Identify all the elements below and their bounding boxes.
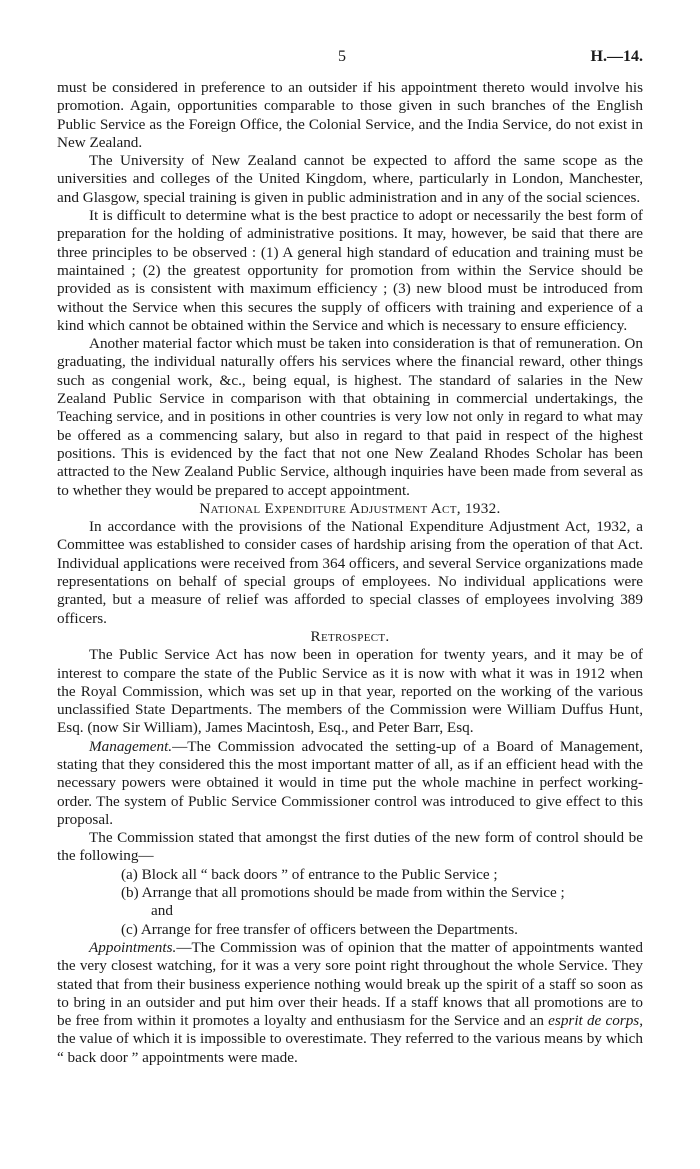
appointments-label: Appointments. [89,938,177,956]
paragraph-duties: The Commission stated that amongst the first duties of the new form of control should be the following— [57,829,643,865]
section-heading-retrospect: Retrospect. [310,627,390,645]
list-item-c-label: (c) [121,920,138,938]
list-item-c [57,921,643,939]
paragraph-principles: It is difficult to determine what is the best practice to adopt or necessarily the best form of preparation for the holding of administrative positions. It may, however, be said that there are three principles to be observed : (1) A general high standard of education and training must be maintained ; (2) the greatest opportunity for promotion from within the Service should be provided as is consistent with maximum efficiency ; (3) new blood must be introduced from without the Service when this secures the supply of officers with training and experience of a kind which cannot be obtained within the Service and which is necessary to ensure efficiency. [57,207,643,334]
page-number: 5 [338,48,346,65]
management-label: Management. [89,737,173,755]
paragraph-continuation: must be considered in preference to an outsider if his appointment thereto would involve his promotion. Again, opportunities comparable to those given in such branches of the English Public Service as the Foreign Office, the Colonial Service, and the India Service, do not exist in New Zealand. [57,79,643,151]
paragraph-management [57,738,643,829]
list-item-a-label: (a) [121,865,138,883]
body-text [57,79,643,1067]
list-item-a-text: Block all “ back doors ” of entrance to the Public Service ; [137,865,498,883]
paragraph-retrospect: The Public Service Act has now been in operation for twenty years, and it may be of interest to compare the state of the Public Service as it is now with what it was in 1912 when the Royal Commission, which was set up in that year, reported on the working of the various unclassified State Departments. The members of the Commission were William Duffus Hunt, Esq. (now Sir William), James Macintosh, Esq., and Peter Barr, Esq. [57,646,643,737]
management-text: —The Commission advocated the setting-up of a Board of Management, stating that they considered this the most important matter of all, as if an efficient head with the necessary powers were obtained it would in time put the whole machine in perfect working-order. The system of Public Service Commissioner control was introduced to give effect to this proposal. [57,737,643,828]
list-item-a [57,866,643,884]
page-header [57,48,643,68]
appointments-text-b: , the value of which it is impossible to overestimate. They referred to the various means by which “ back door ” appointments were made. [57,1012,644,1066]
paragraph-remuneration: Another material factor which must be taken into consideration is that of remuneration. On graduating, the individual naturally offers his services where the financial reward, other things such as congenial work, &c., being equal, is highest. The standard of salaries in the New Zealand Public Service in comparison with that obtaining in commercial undertakings, the Teaching service, and in positions in other countries is very low not only in regard to what may be offered as a commencing salary, but also in regard to that paid in respect of the highest positions. This is evidenced by the fact that not one New Zealand Rhodes Scholar has been attracted to the New Zealand Public Service, although inquiries have been made from several as to whether they would be prepared to accept appointment. [57,335,643,499]
paragraph-expenditure-act: In accordance with the provisions of the National Expenditure Adjustment Act, 1932, a Committee was established to consider cases of hardship arising from the operation of that Act. Individual applications were received from 364 officers, and several Service organizations made representations on behalf of special groups of employees. No individual applications were granted, but a measure of relief was afforded to special classes of employees involving 389 officers. [57,518,643,627]
appointments-text-a: —The Commission was of opinion that the matter of appointments wanted the very closest watching, for it was a very sore point right throughout the whole Service. They stated that from their business experience nothing would break up the spirit of a staff so soon as to bring in an outsider and put him over their heads. If a staff knows that all promotions are to be free from within it promotes a loyalty and enthusiasm for the Service and an [57,938,643,1030]
list-item-b-label: (b) [121,884,139,902]
paragraph-university: The University of New Zealand cannot be expected to afford the same scope as the universities and colleges of the United Kingdom, where, particularly in London, Manchester, and Glasgow, special training is given in public administration and in any of the social sciences. [57,152,643,206]
document-reference: H.—14. [590,48,643,65]
esprit-de-corps: esprit de corps [548,1012,640,1030]
list-item-c-text: Arrange for free transfer of officers between the Departments. [137,920,518,938]
paragraph-appointments [57,939,643,1067]
list-conjunction: and [151,902,173,920]
list-item-b [57,884,643,902]
section-heading-expenditure-act: National Expenditure Adjustment Act, 1932. [199,499,501,517]
list-item-b-text: Arrange that all promotions should be made from within the Service ; [138,884,565,902]
